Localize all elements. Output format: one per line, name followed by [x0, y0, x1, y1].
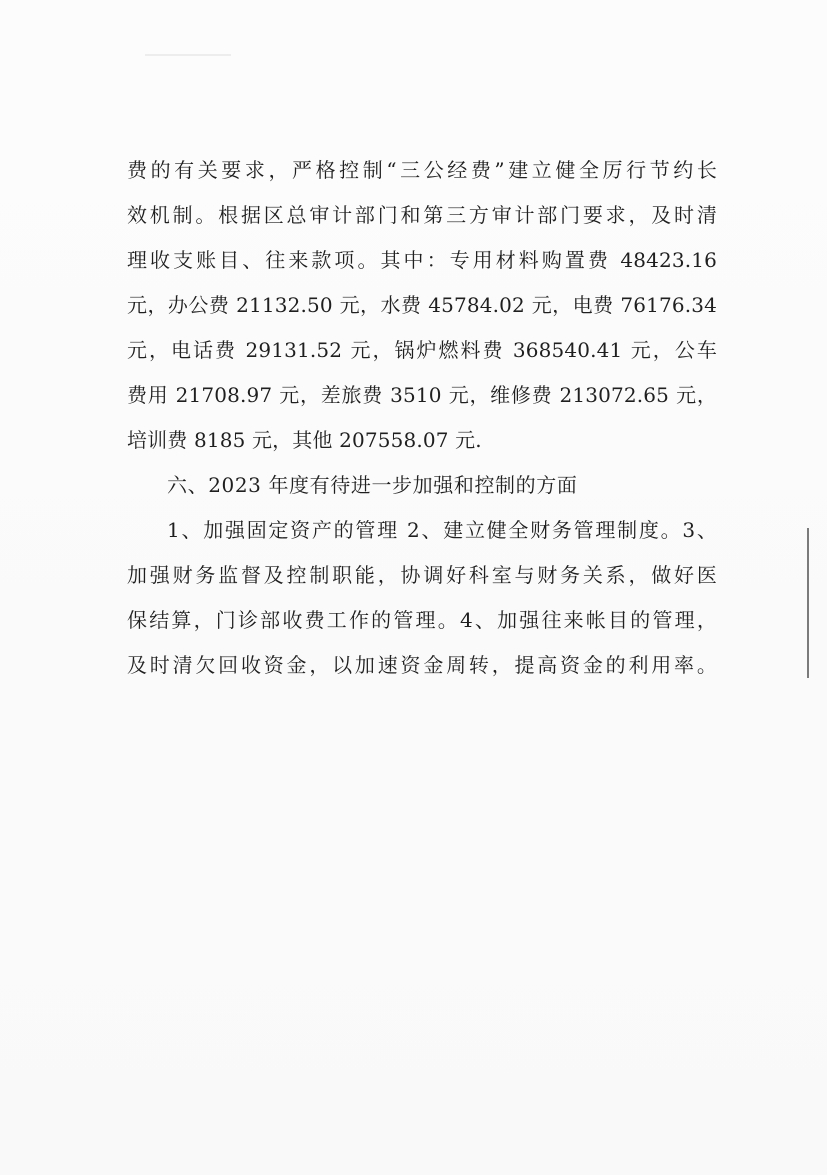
- paragraph-line: 元，电话费 29131.52 元，锅炉燃料费 368540.41 元，公车: [127, 338, 717, 362]
- paragraph-line: 费的有关要求，严格控制“三公经费”建立健全厉行节约长: [127, 158, 717, 182]
- scan-edge-line: [807, 528, 809, 678]
- paragraph-line: 保结算，门诊部收费工作的管理。4、加强往来帐目的管理，: [127, 608, 717, 632]
- paragraph-line: 加强财务监督及控制职能，协调好科室与财务关系，做好医: [127, 563, 717, 587]
- section-heading: 六、2023 年度有待进一步加强和控制的方面: [167, 473, 578, 497]
- paragraph-line: 培训费 8185 元，其他 207558.07 元.: [127, 428, 482, 452]
- scan-mark: [145, 54, 231, 56]
- paragraph-line: 1、加强固定资产的管理 2、建立健全财务管理制度。3、: [167, 518, 717, 542]
- document-body: [127, 148, 717, 688]
- paragraph-line: 效机制。根据区总审计部门和第三方审计部门要求，及时清: [127, 203, 717, 227]
- paragraph-line: 费用 21708.97 元，差旅费 3510 元，维修费 213072.65 元，: [127, 383, 717, 407]
- paragraph-line: 元，办公费 21132.50 元，水费 45784.02 元，电费 76176.34: [127, 293, 717, 317]
- paragraph-line: 理收支账目、往来款项。其中：专用材料购置费 48423.16: [127, 248, 717, 272]
- paragraph-line: 及时清欠回收资金，以加速资金周转，提高资金的利用率。: [127, 653, 717, 677]
